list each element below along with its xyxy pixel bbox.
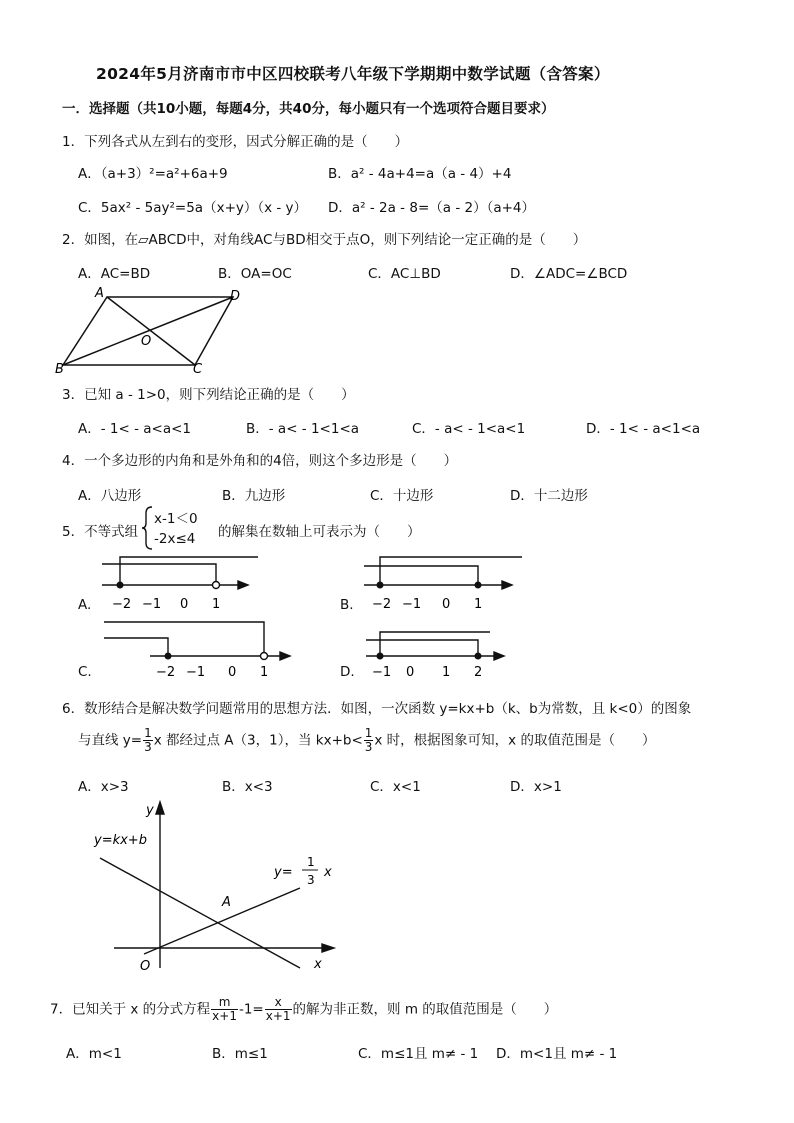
solid-dot <box>377 653 384 660</box>
tick-label: 0 <box>406 665 415 680</box>
q6-option-a: A．x>3 <box>78 779 129 795</box>
q7-option-b: B．m≤1 <box>212 1046 268 1062</box>
tick-label: −2 <box>156 665 176 680</box>
q5-stem-prefix: 5．不等式组 <box>62 524 139 540</box>
q4-option-b: B．九边形 <box>222 488 286 504</box>
y-axis-label: y <box>146 803 154 818</box>
solid-dot <box>475 653 482 660</box>
q5-inequality-1: x-1＜0 <box>154 511 198 527</box>
tick-label: 0 <box>442 597 451 612</box>
q5-option-b-label: B. <box>340 597 354 613</box>
q4-option-a: A．八边形 <box>78 488 142 504</box>
tick-label: 1 <box>474 597 483 612</box>
q5-option-a-numberline <box>98 552 258 614</box>
solid-dot <box>165 653 172 660</box>
q3-stem: 3．已知 a - 1>0，则下列结论正确的是（ ） <box>62 387 355 403</box>
q4-option-c: C．十边形 <box>370 488 434 504</box>
denominator: x+1 <box>265 1009 291 1023</box>
q7-stem-part-b: 的解为非正数，则 m 的取值范围是（ ） <box>292 1001 558 1018</box>
q5-option-a-label: A. <box>78 597 92 613</box>
section-heading: 一．选择题（共10小题，每题4分，共40分，每小题只有一个选项符合题目要求） <box>62 101 555 117</box>
origin-label: O <box>140 959 151 974</box>
q6-stem-part-c: x 时，根据图象可知，x 的取值范围是（ ） <box>374 732 656 749</box>
numerator: m <box>211 996 238 1010</box>
q7-stem-mid: -1= <box>238 1001 264 1018</box>
tick-label: −1 <box>186 665 206 680</box>
denominator: 3 <box>144 740 152 754</box>
q5-option-c-numberline <box>100 618 295 680</box>
q5-option-b-numberline <box>360 552 525 614</box>
line-one-third-numerator: 1 <box>307 855 315 869</box>
label-c: C <box>193 362 203 377</box>
q3-option-c: C．- a< - 1<a<1 <box>412 421 526 437</box>
solid-dot <box>117 582 124 589</box>
q1-option-d: D．a² - 2a - 8=（a - 2）（a+4） <box>328 200 535 216</box>
tick-label: −1 <box>402 597 422 612</box>
solid-dot <box>377 582 384 589</box>
label-b: B <box>55 362 64 377</box>
tick-label: 0 <box>180 597 189 612</box>
q7-stem <box>50 996 557 1023</box>
tick-label: 1 <box>260 665 269 680</box>
q3-option-b: B．- a< - 1<1<a <box>246 421 360 437</box>
numerator: 1 <box>364 726 373 740</box>
q1-option-b: B．a² - 4a+4=a（a - 4）+4 <box>328 166 512 182</box>
denominator: x+1 <box>212 1009 237 1023</box>
denominator: 3 <box>364 740 373 754</box>
q4-stem: 4．一个多边形的内角和是外角和的4倍，则这个多边形是（ ） <box>62 453 458 469</box>
diagonal-bd <box>63 297 233 365</box>
label-d: D <box>230 289 241 304</box>
q2-option-b: B．OA=OC <box>218 266 292 282</box>
hollow-dot <box>261 653 268 660</box>
q7-option-a: A．m<1 <box>66 1046 122 1062</box>
x-axis-label: x <box>314 957 322 972</box>
diagonal-ac <box>107 297 195 365</box>
q6-graph-figure <box>88 798 348 978</box>
q1-option-a: A．（a+3）²=a²+6a+9 <box>78 166 228 182</box>
line-one-third-denominator: 3 <box>307 873 315 887</box>
q2-option-d: D．∠ADC=∠BCD <box>510 266 628 282</box>
q6-option-d: D．x>1 <box>510 779 562 795</box>
q6-option-b: B．x<3 <box>222 779 273 795</box>
hollow-dot <box>213 582 220 589</box>
solid-dot <box>475 582 482 589</box>
label-a: A <box>95 286 104 301</box>
q2-stem: 2．如图，在▱ABCD中，对角线AC与BD相交于点O，则下列结论一定正确的是（ ） <box>62 232 587 248</box>
numerator: x <box>265 996 292 1010</box>
q4-option-d: D．十二边形 <box>510 488 588 504</box>
tick-label: 1 <box>442 665 451 680</box>
line-one-third-label-prefix: y= <box>274 865 293 880</box>
tick-label: −2 <box>112 597 132 612</box>
tick-label: 2 <box>474 665 483 680</box>
fraction <box>364 727 374 754</box>
q5-option-d-numberline <box>362 618 512 680</box>
tick-label: −1 <box>142 597 162 612</box>
fraction <box>265 996 292 1023</box>
label-o: O <box>141 334 152 349</box>
q7-option-c: C．m≤1且 m≠ - 1 <box>358 1046 479 1062</box>
q2-parallelogram-figure <box>55 285 255 377</box>
q2-option-c: C．AC⊥BD <box>368 266 441 282</box>
q6-stem-line2 <box>78 727 655 754</box>
brace-icon <box>140 505 154 551</box>
page-title: 2024年5月济南市市中区四校联考八年级下学期期中数学试题（含答案） <box>96 65 610 83</box>
line-one-third-label-suffix: x <box>324 865 332 880</box>
q6-stem-line1: 6．数形结合是解决数学问题常用的思想方法．如图，一次函数 y=kx+b（k、b为常数，且 k<0）的图象 <box>62 701 692 717</box>
q3-option-d: D．- 1< - a<1<a <box>586 421 701 437</box>
q5-stem-suffix: 的解集在数轴上可表示为（ ） <box>218 524 421 540</box>
numerator: 1 <box>144 726 152 740</box>
q5-option-d-label: D. <box>340 664 355 680</box>
q3-option-a: A．- 1< - a<a<1 <box>78 421 192 437</box>
q7-option-d: D．m<1且 m≠ - 1 <box>496 1046 618 1062</box>
line-kx-plus-b <box>100 858 300 968</box>
q1-option-c: C．5ax² - 5ay²=5a（x+y）（x - y） <box>78 200 308 216</box>
fraction <box>143 727 153 754</box>
tick-label: 1 <box>212 597 221 612</box>
q5-option-c-label: C. <box>78 664 92 680</box>
q6-stem-part-a: 与直线 y= <box>78 732 143 749</box>
line-kx-plus-b-label: y=kx+b <box>94 833 147 848</box>
q6-option-c: C．x<1 <box>370 779 421 795</box>
tick-label: −2 <box>372 597 392 612</box>
fraction <box>211 996 238 1023</box>
q7-stem-part-a: 7．已知关于 x 的分式方程 <box>50 1001 211 1018</box>
point-a-label: A <box>222 895 231 910</box>
q6-stem-part-b: x 都经过点 A（3，1），当 kx+b< <box>153 732 363 749</box>
q5-inequality-2: -2x≤4 <box>154 531 196 547</box>
q2-option-a: A．AC=BD <box>78 266 151 282</box>
q1-stem: 1．下列各式从左到右的变形，因式分解正确的是（ ） <box>62 134 409 150</box>
tick-label: 0 <box>228 665 237 680</box>
tick-label: −1 <box>372 665 392 680</box>
